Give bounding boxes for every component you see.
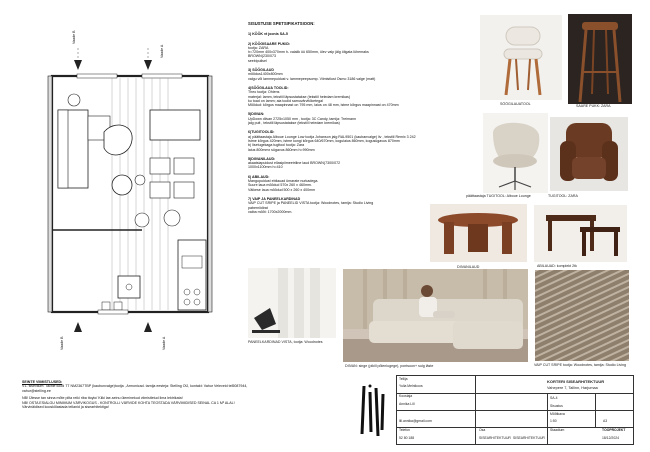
paper-format: A3: [603, 419, 608, 423]
spec-line: valgu või lammepuidust v. lammepeepsomp. Viimistlust Osmo 3186 valge (matt): [248, 76, 376, 81]
curtains-image: [248, 268, 336, 338]
spec-section: [248, 197, 428, 214]
floor-plan: [22, 30, 242, 350]
spec-section: [248, 32, 428, 36]
caption-bar-stool: SAARE PUKK: ZARA: [576, 104, 611, 108]
spec-line: mõõdus1400x800mm: [248, 72, 283, 77]
spec-section-heading: 2) KÖÖGISAARE PUKID:: [248, 41, 291, 46]
signature-logo: [356, 382, 396, 438]
view-label-b-bottom: Vaade B: [60, 336, 64, 350]
view-label-b-top: Vaade B: [72, 30, 76, 44]
caption-lounge-chair: päättaastaja TUGITOOL: Alboue Lounge: [466, 194, 531, 198]
part-value: SISEARHITEKTUUR: [479, 436, 511, 440]
project-status: TÖÖPROJEKT: [602, 428, 626, 432]
spec-section: [248, 130, 428, 151]
title-block: [396, 375, 634, 445]
spec-section: [248, 175, 428, 192]
spec-line: Theo tootja: Ohlens: [248, 90, 280, 95]
spec-section-heading: 5)DIIVANILAUD:: [248, 156, 276, 161]
photo-side-tables: [534, 205, 627, 262]
view-label-a-bottom: Vaade A: [162, 336, 166, 350]
project-address: Vahepere 7, Tallinn, Harjumaa: [547, 386, 598, 390]
stage-value: SISEARHITEKTUUR: [513, 436, 545, 440]
spec-section: [248, 68, 428, 81]
finish-notes: [22, 380, 322, 409]
caption-coffee-table: DIIVANILAUD: [457, 265, 480, 269]
photo-coffee-table: [430, 204, 527, 262]
spec-section-heading: 4)SÖÖGILAUA TOOLID:: [248, 85, 289, 90]
spec-line: a) päättaastaja Alboue Lounge Low tootja Johanson jalg RAL9501 (kaubanvalge) liv , tekstiil Remix 3 242: [248, 134, 416, 139]
spec-section: [248, 112, 428, 125]
photo-lounge-chair: [483, 113, 548, 193]
scale-label: Mõõtkava: [550, 412, 565, 416]
spec-title: SISUSTUSE SPETSIFIKATSIOON:: [248, 21, 315, 26]
sheet-code: SA-4: [550, 396, 558, 400]
logo-strokes: [356, 382, 396, 438]
stage-label: Staadium: [550, 428, 565, 432]
spec-line: UpDown diivan 2725x1050 mm , tootja: 3C Candy, tamija: Treimann: [248, 116, 356, 121]
spec-line: jalg puit , tekstiil läpsustatakse (tekstiil heledam kremikas): [248, 121, 340, 126]
coffee-table-image: [430, 204, 527, 262]
spec-line: tootja: ZARA: [248, 45, 269, 50]
notes-line-5: Värvinäidised kooskõlastada tellanid ja sisearhitektiga!: [22, 405, 109, 410]
armchair-image: [550, 117, 628, 191]
view-label-a-top: Vaade A: [160, 44, 164, 58]
spec-line: BROWN(230/073: [248, 54, 276, 59]
spec-line: vaiba mõõt: 1700x2000mm.: [248, 209, 293, 214]
spec-line: h=720mm 400x370mm h- valalik üü 650mm, ülev valp jälg öligata lühemaks: [248, 50, 369, 55]
spec-line: Istme kõrgus 420mm, istme kongi kõrgus 640/670mm, kogulaius 860mm, kogusügavus 870mm: [248, 138, 400, 143]
spec-line: Suure laua mõõdud 570x 260 x 460mm.: [248, 183, 312, 188]
spec-section: [248, 42, 428, 63]
owner-name: Yulia Melnikova: [399, 384, 423, 388]
project-date: 18/12/2024: [602, 436, 619, 440]
notes-title: SEINTE VIIMISTLUSED:: [22, 380, 63, 384]
photo-curtains: [248, 268, 336, 338]
spec-section: [248, 86, 428, 107]
rug-image: [535, 270, 629, 361]
author-label: Koostaja: [399, 394, 413, 398]
spec-section-heading: 3) SÖÖGILAUD: [248, 68, 274, 73]
caption-curtains: PANEELKARDINAD VISTA, tootja: Woodnotes: [248, 340, 323, 344]
photo-dining-chair: [480, 15, 562, 100]
spec-section-heading: 1) KÖÖK vt joonis SA-5: [248, 32, 288, 37]
spec-line: VAIP CUT SRIPE ja PANEELID VISTA tootja: Woodnotes, tamija: Studio Living: [248, 201, 374, 206]
phone-number: 52 80 188: [399, 436, 415, 440]
spec-section-heading: 7) VAIP JA PANEELKARDINAD: [248, 196, 301, 201]
photo-sofa: [343, 269, 528, 362]
spec-line: materjal: lamm, tekstiil läpsustatakse (tekstiil heledam kremikas): [248, 94, 351, 99]
spec-line: b) lisetugekaga tugitool tootja: Zara: [248, 143, 305, 148]
spec-line: seebipullsel: [248, 58, 267, 63]
lounge-chair-image: [483, 113, 548, 193]
caption-armchair: TUGITOOL: ZARA: [548, 194, 578, 198]
notes-line-3: NB! Ülesse tan sinna mõte pilta reiki riba ttoylo/ Kiiki lae-seinu üleminekud viimistletud ilma lektrikata!: [22, 396, 183, 401]
specification-list: [248, 22, 428, 219]
part-label: Osa: [479, 428, 486, 432]
photo-armchair: [550, 117, 628, 191]
notes-line-1: V1- siseviium: Tactile kood TT NM2367TBP (kaubunvalge)tootja , Armonicad. tarnija eesteja: Stelling OÜ, kontakt: Vahur Veleveid tel5087944,: [22, 384, 248, 389]
author-name: Annika Lill: [399, 402, 415, 406]
spec-line: akaatsiapuidust ellasipiimeetriline laud BROWN(7300/072: [248, 161, 341, 166]
spec-line: laius 800mmx sügavus 860mm h=990mm: [248, 147, 315, 152]
notes-line-4: NB! OSTA ESIALGU MINIMUM VÄRVIKOGUS - KONTROLLI VÄRVIDE KOHTA TEOSTADA VÄRVIMIDISED SEINAL CA 1 M² ALAL!: [22, 400, 235, 405]
spec-line: paberniidirat: [248, 205, 268, 210]
phone-label: Telefon: [399, 428, 410, 432]
sheet-name: Sisustus: [550, 404, 563, 408]
photo-bar-stool: [568, 14, 632, 104]
spec-line: 1000x1100mm h=410: [248, 165, 283, 170]
bar-stool-image: [568, 14, 632, 104]
spec-section-heading: 5)DIIVAN:: [248, 112, 265, 117]
caption-dining-chair: SÖÖGILAUATOOL: [500, 102, 531, 106]
notes-line-2: vahur@stelling.ee: [22, 388, 51, 393]
spec-line: Mõõdud: kõrgus maapinnast on 795 mm, laius on 48 mm, istme kõrgus maapinnast on 470mm: [248, 103, 399, 108]
spec-section: [248, 157, 428, 170]
spec-section-heading: 6)TUGITOOLID:: [248, 130, 275, 135]
side-tables-image: [534, 205, 627, 262]
company-name: KORTERI SISEARHITEKTUUR: [547, 379, 605, 384]
caption-rug: VAIP CUT SRIPE tootja: Woodnotes, tamija: Studio Living: [534, 363, 627, 367]
spec-section-heading: 6) ABILAUD:: [248, 174, 270, 179]
dining-chair-image: [480, 15, 562, 100]
spec-line: Mangopuidust ebilauad ümarate nurkadega.: [248, 179, 319, 184]
photo-rug: [535, 270, 629, 361]
scale-value: 1:50: [550, 419, 557, 423]
spec-line: Väikese laua mõõdud 500 x 260 x 400mm: [248, 187, 316, 192]
floor-plan-drawing: [22, 40, 242, 350]
sofa-image: [343, 269, 528, 362]
caption-sofa: DIIVAN: singe (pikill põlenlugege), pontsoon+ suig läste: [345, 364, 434, 368]
author-email: lill.annika@gmail.com: [399, 419, 432, 423]
caption-side-tables: ABILAUAD: komplekt 2tk: [537, 264, 577, 268]
owner-label: Tellija: [399, 377, 408, 381]
spec-line: ku toad on lamm; aia toolid samuvärvitöketegal: [248, 98, 323, 103]
